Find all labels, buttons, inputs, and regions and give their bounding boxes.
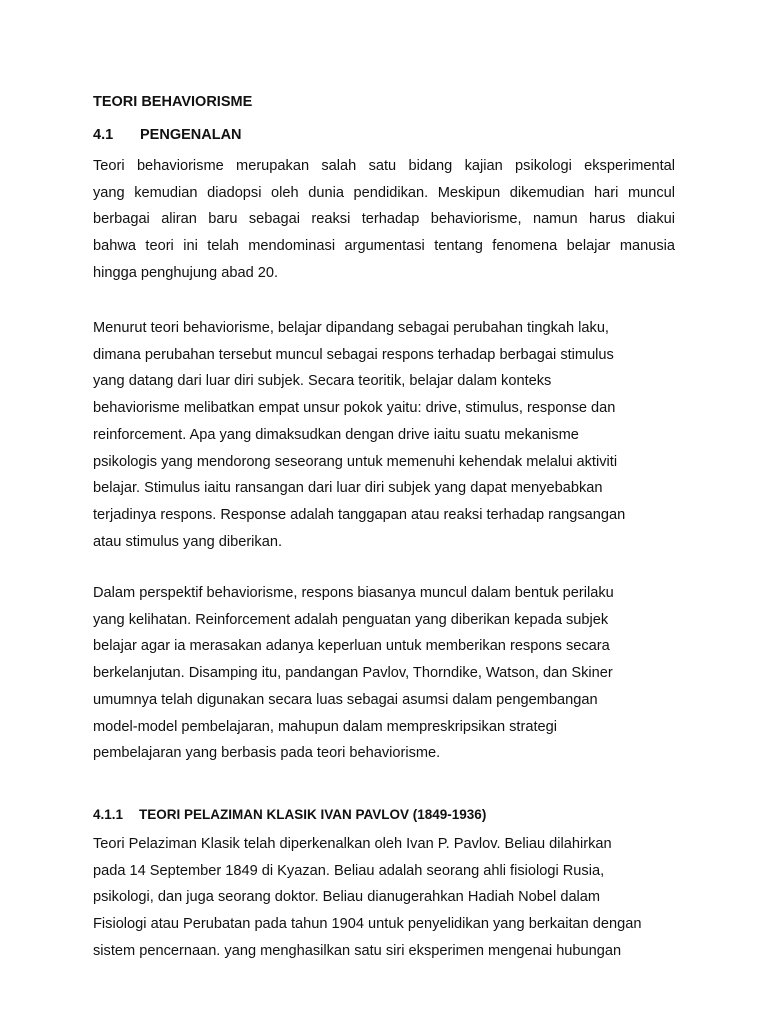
paragraph-line: belajar. Stimulus iaitu ransangan dari luar diri subjek yang dapat menyebabkan <box>93 480 603 497</box>
paragraph-line: terjadinya respons. Response adalah tanggapan atau reaksi terhadap rangsangan <box>93 506 626 523</box>
paragraph-line: behaviorisme melibatkan empat unsur pokok yaitu: drive, stimulus, response dan <box>93 400 616 417</box>
section-number: 4.1 <box>93 127 114 143</box>
subsection-heading <box>93 805 675 825</box>
paragraph-line: reinforcement. Apa yang dimaksudkan dengan drive iaitu suatu mekanisme <box>93 426 579 443</box>
paragraph-line: model-model pembelajaran, mahupun dalam mempreskripsikan strategi <box>93 718 557 735</box>
paragraph-definition <box>93 315 675 555</box>
section-title: PENGENALAN <box>140 127 242 143</box>
paragraph-line: berkelanjutan. Disamping itu, pandangan Pavlov, Thorndike, Watson, dan Skiner <box>93 665 613 682</box>
paragraph-line: yang kelihatan. Reinforcement adalah penguatan yang diberikan kepada subjek <box>93 611 609 628</box>
paragraph-line: Menurut teori behaviorisme, belajar dipandang sebagai perubahan tingkah laku, <box>93 320 609 336</box>
paragraph-intro <box>93 153 675 287</box>
section-heading <box>93 125 675 145</box>
paragraph-line: berbagai aliran baru sebagai reaksi terhadap behaviorisme, namun harus diakui <box>93 211 675 228</box>
paragraph-line: atau stimulus yang diberikan. <box>93 533 283 550</box>
paragraph-line: sistem pencernaan. yang menghasilkan satu siri eksperimen mengenai hubungan <box>93 942 622 959</box>
paragraph-pavlov <box>93 831 675 965</box>
paragraph-line: dimana perubahan tersebut muncul sebagai respons terhadap berbagai stimulus <box>93 346 614 363</box>
paragraph-line: psikologi, dan juga seorang doktor. Beliau dianugerahkan Hadiah Nobel dalam <box>93 889 601 906</box>
paragraph-line: psikologis yang mendorong seseorang untuk memenuhi kehendak melalui aktiviti <box>93 453 618 470</box>
paragraph-line: umumnya telah digunakan secara luas sebagai asumsi dalam pengembangan <box>93 691 598 708</box>
paragraph-line: bahwa teori ini telah mendominasi argumentasi tentang fenomena belajar manusia <box>93 238 675 255</box>
paragraph-perspective <box>93 580 675 767</box>
paragraph-line: pembelajaran yang berbasis pada teori behaviorisme. <box>93 745 441 762</box>
paragraph-line: Dalam perspektif behaviorisme, respons biasanya muncul dalam bentuk perilaku <box>93 585 614 601</box>
subsection-number: 4.1.1 <box>93 807 124 822</box>
paragraph-line: pada 14 September 1849 di Kyazan. Beliau adalah seorang ahli fisiologi Rusia, <box>93 862 605 879</box>
paragraph-line: Teori behaviorisme merupakan salah satu bidang kajian psikologi eksperimental <box>93 158 675 174</box>
paragraph-line: yang kemudian diadopsi oleh dunia pendidikan. Meskipun dikemudian hari muncul <box>93 184 675 201</box>
paragraph-line: Fisiologi atau Perubatan pada tahun 1904 untuk penyelidikan yang berkaitan dengan <box>93 916 642 933</box>
paragraph-line: hingga penghujung abad 20. <box>93 264 279 281</box>
paragraph-line: Teori Pelaziman Klasik telah diperkenalkan oleh Ivan P. Pavlov. Beliau dilahirkan <box>93 836 612 852</box>
subsection-title: TEORI PELAZIMAN KLASIK IVAN PAVLOV (1849-1936) <box>139 807 487 822</box>
paragraph-line: belajar agar ia merasakan adanya keperluan untuk memberikan respons secara <box>93 638 610 655</box>
paragraph-line: yang datang dari luar diri subjek. Secara teoritik, belajar dalam konteks <box>93 373 552 390</box>
page-title: TEORI BEHAVIORISME <box>93 94 253 110</box>
